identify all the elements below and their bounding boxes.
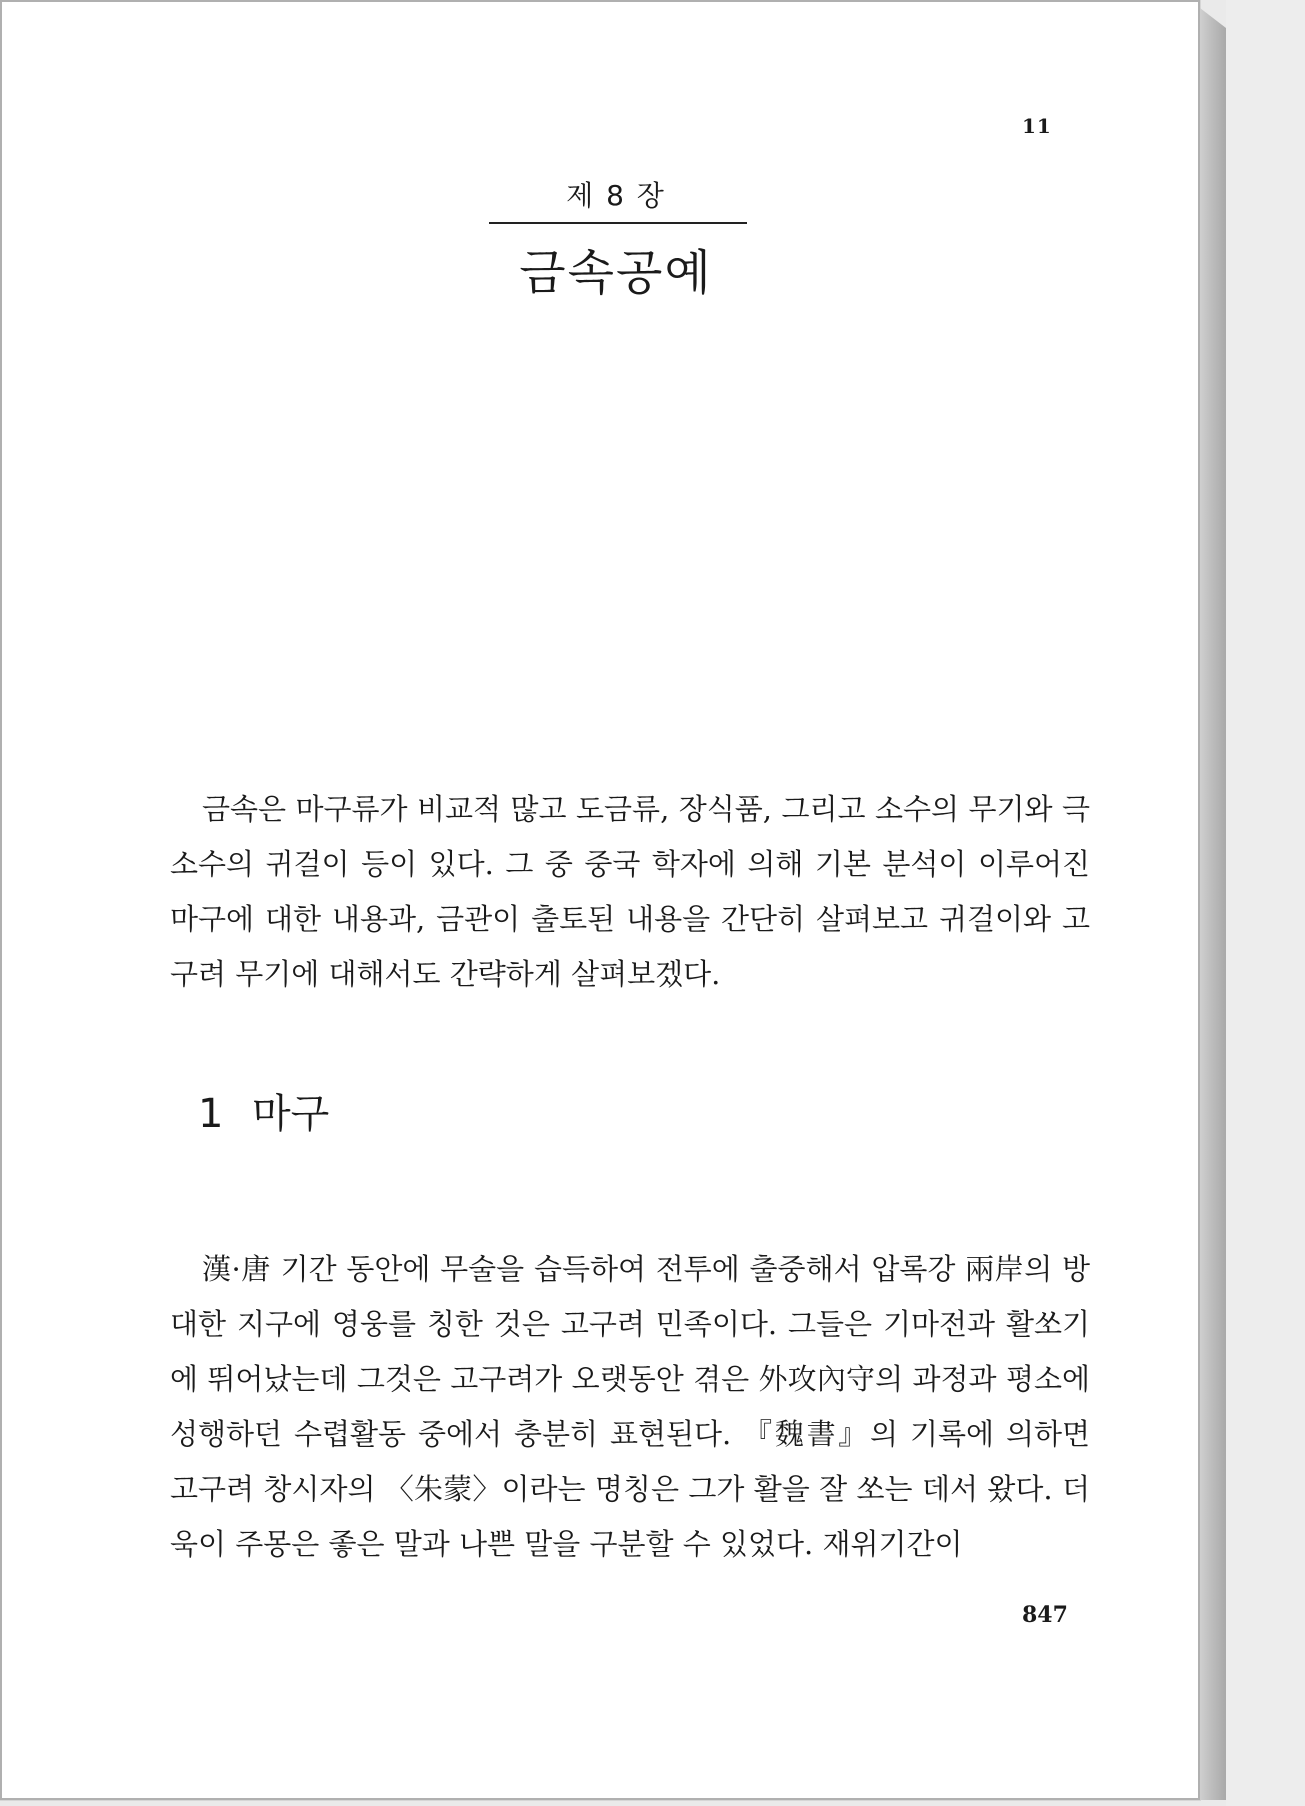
body-paragraph: 漢·唐 기간 동안에 무술을 습득하여 전투에 출중해서 압록강 兩岸의 방대한 지구에 영웅를 칭한 것은 고구려 민족이다. 그들은 기마전과 활쏘기에 뛰어났는데 그것은 고구려가 오랫동안 겪은 外攻內守의 과정과 평소에 성행하던 수렵활동 중에서 충분히 표현된다. 『魏書』의 기록에 의하면 고구려 창시자의 〈朱蒙〉이라는 명칭은 그가 활을 잘 쏘는 데서 왔다. 더욱이 주몽은 좋은 말과 나쁜 말을 구분할 수 있었다. 재위기간이 [170, 1252, 1090, 1561]
chapter-label: 제 8 장 [566, 179, 666, 212]
background-margin [1226, 0, 1305, 1806]
chapter-title: 금속공예 [519, 245, 713, 301]
book-page-edge [1200, 8, 1226, 1800]
intro-paragraph: 금속은 마구류가 비교적 많고 도금류, 장식품, 그리고 소수의 무기와 극소수의 귀걸이 등이 있다. 그 중 중국 학자에 의해 기본 분석이 이루어진 마구에 대한 내용과, 금관이 출토된 내용을 간단히 살펴보고 귀걸이와 고구려 무기에 대해서도 간략하게 살펴보겠다. [170, 792, 1090, 991]
body-text [170, 1242, 1090, 1572]
running-page-number: 11 [1022, 114, 1052, 138]
folio-page-number: 847 [1022, 1602, 1068, 1628]
section-number: 1 [198, 1091, 224, 1137]
section-title: 마구 [252, 1091, 330, 1137]
intro-text [170, 782, 1090, 1002]
section-heading [198, 1082, 329, 1139]
chapter-rule [489, 222, 747, 224]
